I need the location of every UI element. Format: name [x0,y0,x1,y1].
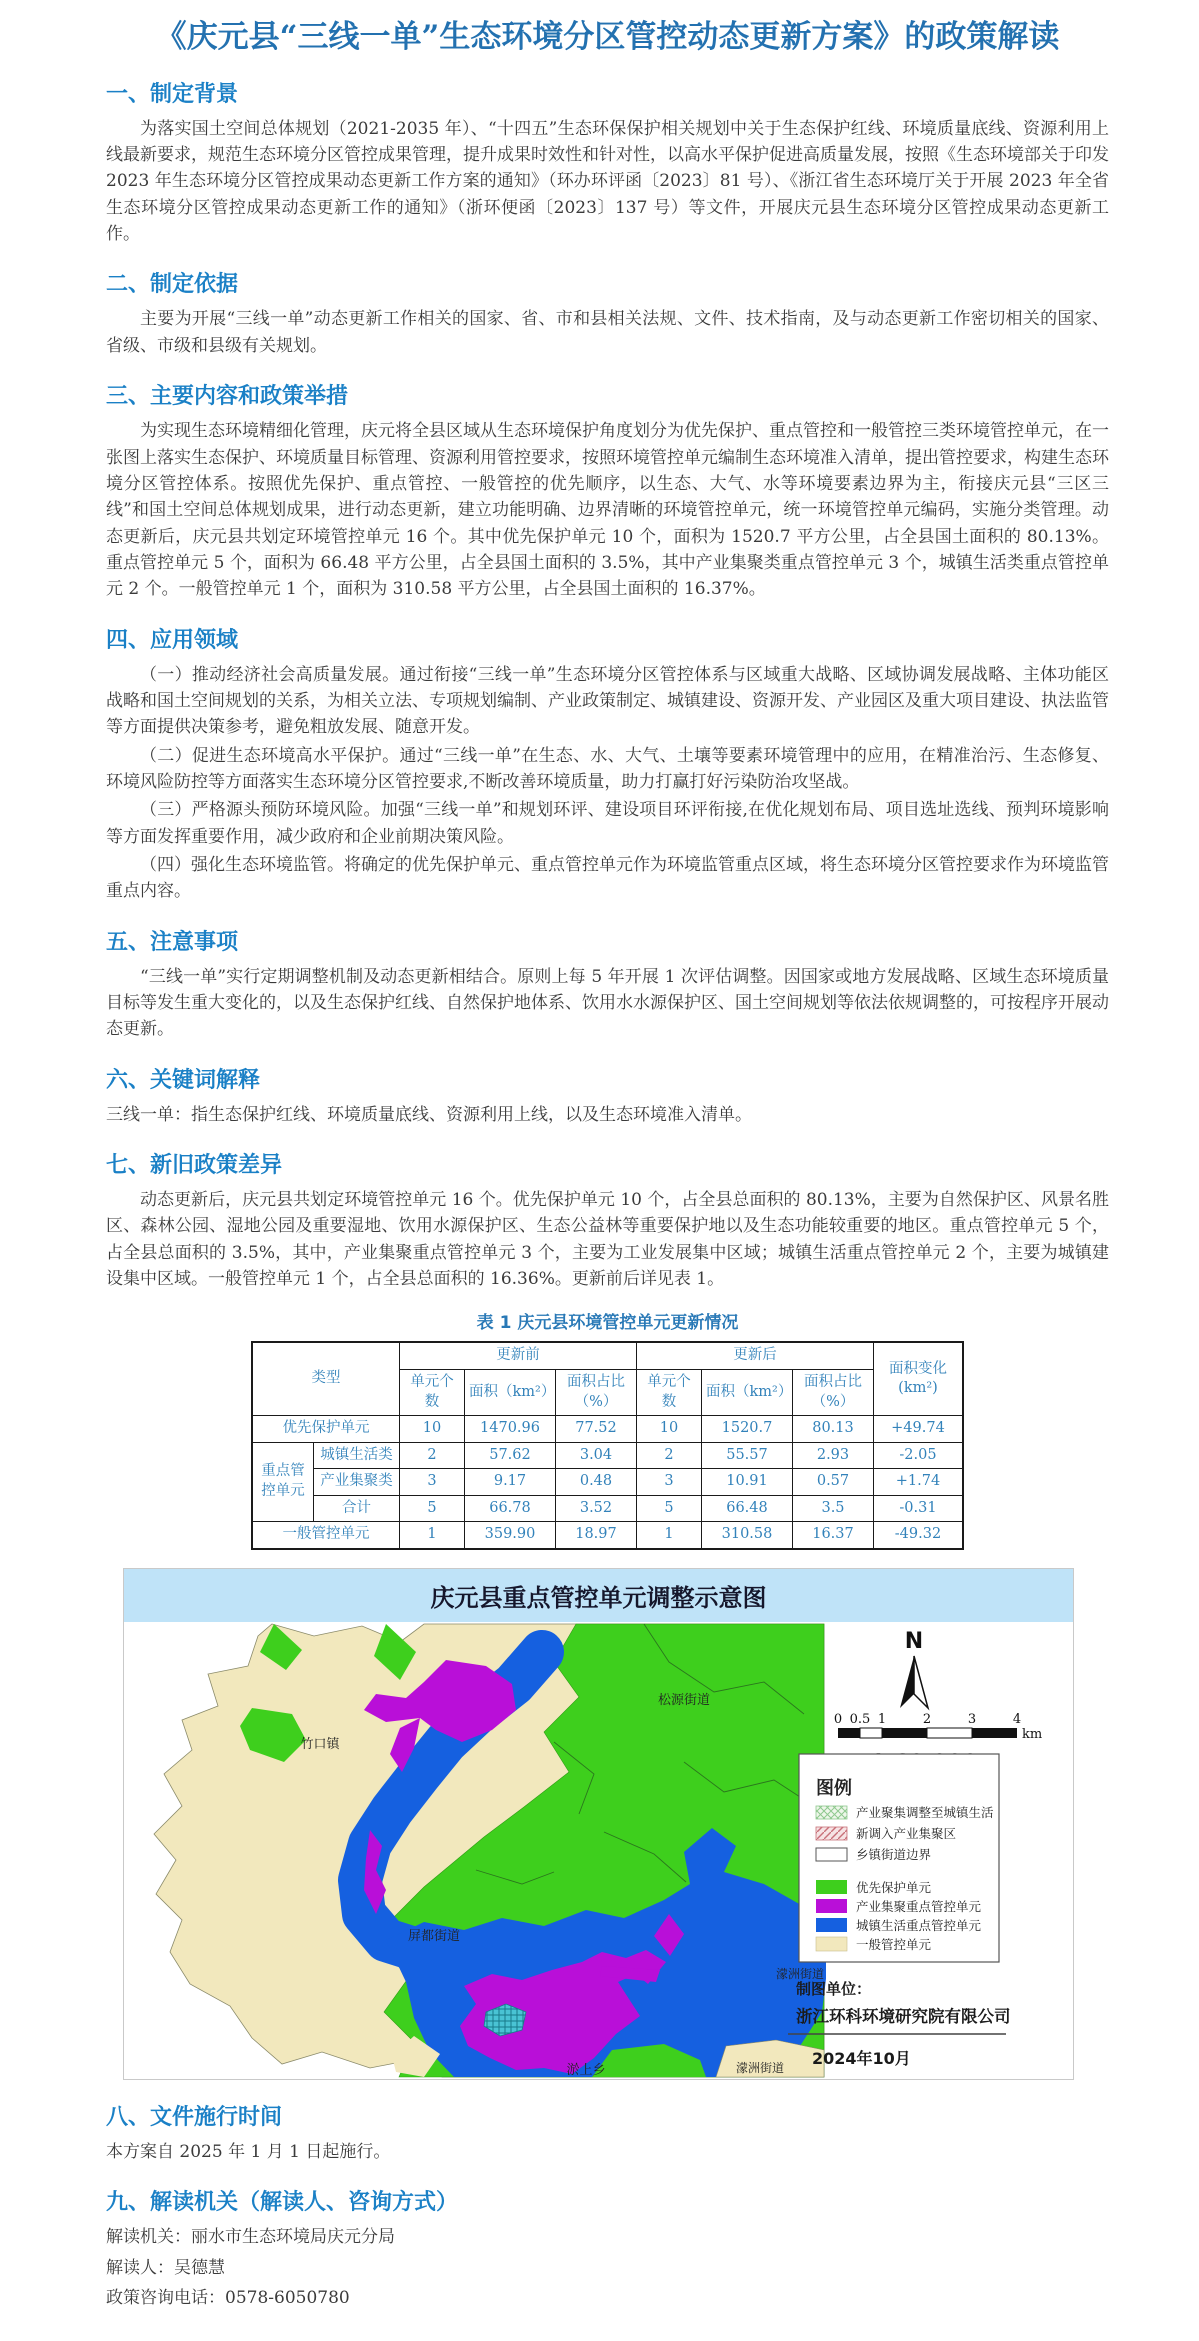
legend-swatch-industry [816,1899,847,1913]
header-type: 类型 [252,1342,400,1415]
legend-item-label: 城镇生活重点管控单元 [856,1917,982,1933]
legend-item-label: 优先保护单元 [856,1879,932,1895]
paragraph: 为落实国土空间总体规划（2021-2035 年）、“十四五”生态环保保护相关规划中关于生态保护红线、环境质量底线、资源利用上线最新要求，规范生态环境分区管控成果管理，提升成果时效性和针对性，以高水平保护促进高质量发展，按照《生态环境部关于印发 2023 年生态环境分区管控成果动态更新工作方案的通知》（环办环评函〔2023〕81 号）、《浙江省生态环境厅关于开展 2023 年全省生态环境分区管控成果动态更新工作的通知》（浙环便函〔2023〕137 号）等文件，开展庆元县生态环境分区管控成果动态更新工作。 [106,118,1109,245]
place-label-zhukou: 竹口镇 [300,1736,340,1752]
legend-item-label: 一般管控单元 [856,1936,932,1952]
cell: 77.52 [556,1416,637,1443]
table-row [252,1522,963,1549]
legend-swatch-urban [816,1918,847,1932]
cell: 2.93 [793,1442,874,1469]
paragraph: 本方案自 2025 年 1 月 1 日起施行。 [106,2141,391,2162]
header-change: 面积变化(km²) [874,1342,964,1415]
paragraph: （三）严格源头预防环境风险。加强“三线一单”和规划环评、建设项目环评衔接,在优化规划布局、项目选址选线、预判环境影响等方面发挥重要作用，减少政府和企业前期决策风险。 [106,800,1109,847]
legend-title: 图例 [816,1777,852,1799]
cell: 0.57 [793,1469,874,1496]
place-label-pingdu: 屏都街道 [407,1928,461,1944]
group-label: 重点管控单元 [252,1442,314,1522]
cell: 10 [637,1416,702,1443]
row-label: 合计 [314,1495,400,1522]
contact-person: 解读人：吴德慧 [106,2257,225,2278]
legend-swatch-boundary [816,1848,847,1861]
paragraph: 为实现生态环境精细化管理，庆元将全县区域从生态环境保护角度划分为优先保护、重点管控和一般管控三类环境管控单元，在一张图上落实生态保护、环境质量目标管理、资源利用管控要求，按照环境管控单元编制生态环境准入清单，提出管控要求，构建生态环境分区管控体系。按照优先保护、重点管控、一般管控的优先顺序，以生态、大气、水等环境要素边界为主，衔接庆元县“三区三线”和国土空间总体规划成果，进行动态更新，建立功能明确、边界清晰的环境管控单元，统一环境管控单元编码，实施分类管理。动态更新后，庆元县共划定环境管控单元 16 个。其中优先保护单元 10 个，面积为 1520.7 平方公里，占全县国土面积的 80.13%。重点管控单元 5 个，面积为 66.48 平方公里，占全县国土面积的 3.5%，其中产业集聚类重点管控单元 3 个，城镇生活类重点管控单元 2 个。一般管控单元 1 个，面积为 310.58 平方公里，占全县国土面积的 16.37%。 [106,421,1109,600]
cell: 2 [637,1442,702,1469]
place-label-mengzhou-bottom: 濛洲街道 [735,2060,785,2075]
cell: 55.57 [702,1442,793,1469]
subheader-cell: 面积（km²） [702,1369,793,1415]
section-heading-1: 一、制定背景 [106,81,239,107]
cell: 310.58 [702,1522,793,1549]
paragraph: 动态更新后，庆元县共划定环境管控单元 16 个。优先保护单元 10 个，占全县总面积的 80.13%，主要为自然保护区、风景名胜区、森林公园、湿地公园及重要湿地、饮用水源保护区、生态公益林等重要保护地以及生态功能较重要的地区。重点管控单元 5 个，占全县总面积的 3.5%，其中，产业集聚重点管控单元 3 个，主要为工业发展集中区域；城镇生活重点管控单元 2 个，主要为城镇建设集中区域。一般管控单元 1 个，占全县总面积的 16.36%。更新前后详见表 1。 [106,1190,1109,1290]
cell: 1470.96 [465,1416,556,1443]
scale-tick: 2 [922,1711,932,1727]
place-label-songyuan: 松源街道 [657,1692,711,1708]
cell: -49.32 [874,1522,964,1549]
section-heading-2: 二、制定依据 [106,272,239,298]
cell: +1.74 [874,1469,964,1496]
page-title: 《庆元县“三线一单”生态环境分区管控动态更新方案》的政策解读 [155,19,1060,55]
legend-item-label: 新调入产业集聚区 [856,1825,957,1841]
scale-tick: 3 [967,1711,977,1727]
scale-unit: km [1022,1726,1043,1742]
contact-phone: 政策咨询电话：0578-6050780 [106,2287,350,2308]
cell: 3 [637,1469,702,1496]
cell: 1 [637,1522,702,1549]
table-row [252,1442,963,1469]
subheader-cell: 单元个数 [400,1369,465,1415]
row-label: 城镇生活类 [314,1442,400,1469]
legend-swatch-priority [816,1880,847,1894]
row-label: 产业集聚类 [314,1469,400,1496]
cell: 359.90 [465,1522,556,1549]
scale-tick: 4 [1012,1711,1022,1727]
section-heading-4: 四、应用领域 [106,627,239,653]
credit-date: 2024年10月 [812,2048,911,2068]
paragraph: （二）促进生态环境高水平保护。通过“三线一单”在生态、水、大气、土壤等要素环境管理中的应用，在精准治污、生态修复、环境风险防控等方面落实生态环境分区管控要求,不断改善环境质量，助力打赢打好污染防治攻坚战。 [106,745,1109,792]
legend-item-label: 产业集聚重点管控单元 [856,1898,982,1914]
units-table [251,1341,964,1550]
legend-box [799,1754,999,1962]
cell: 3.04 [556,1442,637,1469]
table-caption: 表 1 庆元县环境管控单元更新情况 [476,1313,739,1334]
paragraph: 主要为开展“三线一单”动态更新工作相关的国家、省、市和县相关法规、文件、技术指南，及与动态更新工作密切相关的国家、省级、市级和县级有关规划。 [106,309,1109,356]
place-label-yushang: 淤上乡 [566,2062,606,2078]
map-figure [123,1568,1074,2080]
paragraph: （一）推动经济社会高质量发展。通过衔接“三线一单”生态环境分区管控体系与区域重大战略、区域协调发展战略、主体功能区战略和国土空间规划的关系，为相关立法、专项规划编制、产业政策制定、城镇建设、资源开发、产业园区及重大项目建设、执法监管等方面提供决策参考，避免粗放发展、随意开发。 [106,664,1109,738]
subheader-cell: 单元个数 [637,1369,702,1415]
cell: -2.05 [874,1442,964,1469]
cell: 66.48 [702,1495,793,1522]
credit-label: 制图单位： [796,1979,872,1998]
contact-agency: 解读机关：丽水市生态环境局庆元分局 [106,2227,395,2248]
table-header-row [252,1342,963,1369]
cell: 5 [637,1495,702,1522]
cell: 1 [400,1522,465,1549]
subheader-cell: 面积占比（%） [793,1369,874,1415]
credit-org: 浙江环科环境研究院有限公司 [796,2006,1011,2026]
cell: 66.78 [465,1495,556,1522]
cell: -0.31 [874,1495,964,1522]
cell: 10 [400,1416,465,1443]
place-label-mengzhou-right: 濛洲街道 [775,1966,824,1981]
section-heading-6: 六、关键词解释 [106,1067,261,1093]
map-image [124,1622,1071,2079]
legend-swatch-red-hatch [816,1827,847,1840]
legend-item-label: 乡镇街道边界 [856,1846,932,1862]
table-row [252,1495,963,1522]
cell: 18.97 [556,1522,637,1549]
scale-tick: 0.5 [849,1711,871,1727]
row-label: 优先保护单元 [252,1416,400,1443]
header-after: 更新后 [637,1342,874,1369]
section-heading-3: 三、主要内容和政策举措 [106,384,349,410]
scale-tick: 1 [877,1711,887,1727]
paragraph: （四）强化生态环境监管。将确定的优先保护单元、重点管控单元作为环境监管重点区域，将生态环境分区管控要求作为环境监管重点内容。 [106,854,1109,902]
cell: 3.52 [556,1495,637,1522]
subheader-cell: 面积占比（%） [556,1369,637,1415]
subheader-cell: 面积（km²） [465,1369,556,1415]
cell: 3 [400,1469,465,1496]
header-before: 更新前 [400,1342,637,1369]
cell: 10.91 [702,1469,793,1496]
contact-block [106,2224,1109,2311]
section-heading-8: 八、文件施行时间 [106,2104,283,2130]
cell: 0.48 [556,1469,637,1496]
table-row [252,1416,963,1443]
row-label: 一般管控单元 [252,1522,400,1549]
cell: 3.5 [793,1495,874,1522]
cell: 9.17 [465,1469,556,1496]
paragraph: “三线一单”实行定期调整机制及动态更新相结合。原则上每 5 年开展 1 次评估调整。因国家或地方发展战略、区域生态环境质量目标等发生重大变化的，以及生态保护红线、自然保护地体系、饮用水水源保护区、国土空间规划等依法依规调整的，可按程序开展动态更新。 [106,966,1109,1040]
legend-item-label: 产业聚集调整至城镇生活 [856,1804,994,1820]
table-row [252,1469,963,1496]
legend-swatch-general [816,1937,847,1951]
legend-swatch-green-hatch [816,1806,847,1819]
north-label: N [904,1628,924,1654]
section-heading-7: 七、新旧政策差异 [106,1153,283,1179]
map-title: 庆元县重点管控单元调整示意图 [124,1569,1073,1622]
cell: 1520.7 [702,1416,793,1443]
section-heading-9: 九、解读机关（解读人、咨询方式） [106,2190,459,2216]
cell: 2 [400,1442,465,1469]
scale-tick: 0 [833,1711,843,1727]
cell: 5 [400,1495,465,1522]
paragraph: 三线一单：指生态保护红线、环境质量底线、资源利用上线，以及生态环境准入清单。 [106,1104,752,1125]
cell: 80.13 [793,1416,874,1443]
cell: +49.74 [874,1416,964,1443]
cell: 16.37 [793,1522,874,1549]
cell: 57.62 [465,1442,556,1469]
section-heading-5: 五、注意事项 [106,929,239,955]
